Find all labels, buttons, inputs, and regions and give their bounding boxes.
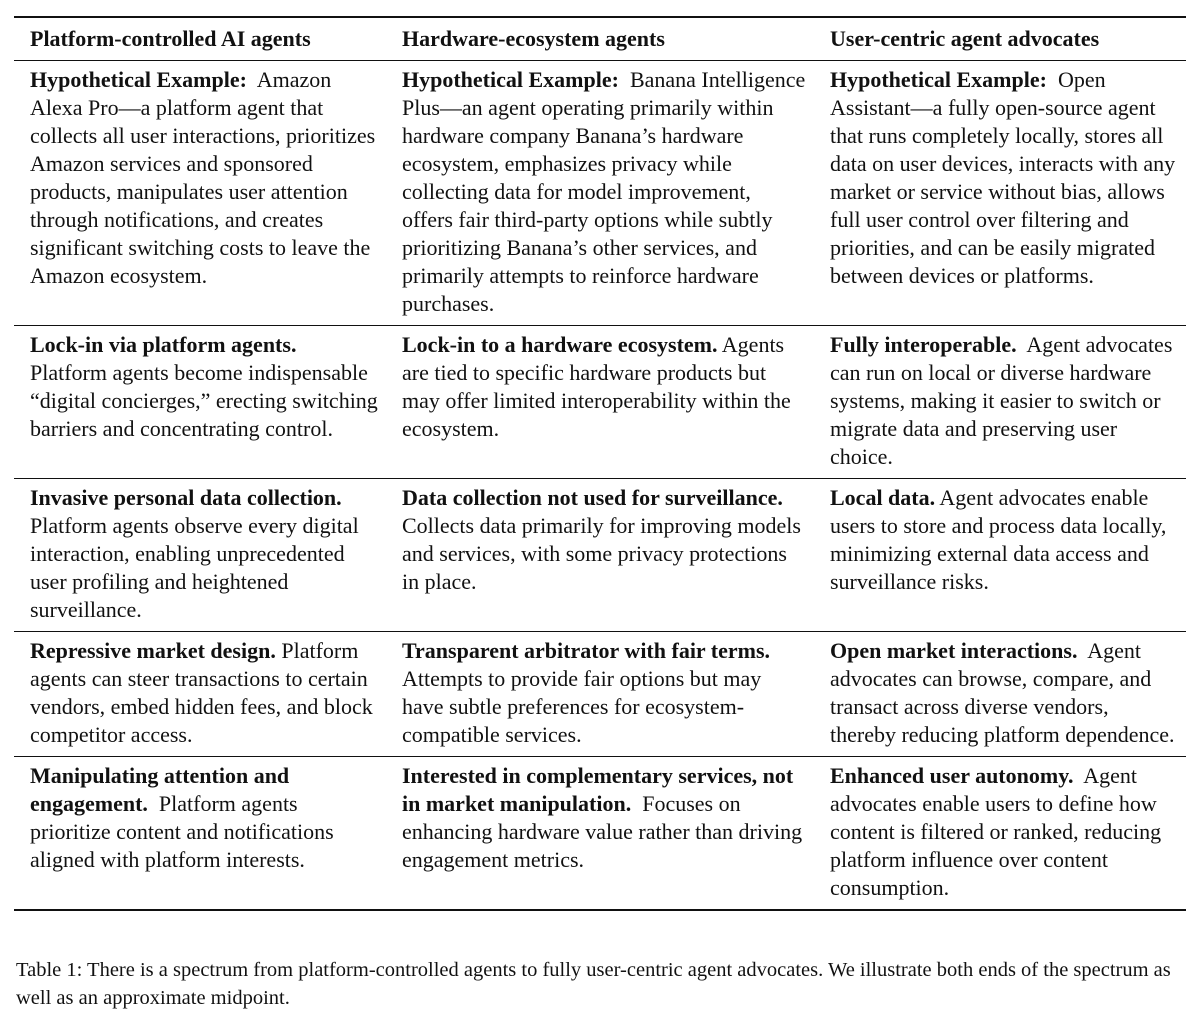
cell-lead: Lock-in via platform agents.	[30, 332, 297, 357]
cell-lead: Enhanced user autonomy.	[830, 763, 1074, 788]
table-cell	[814, 632, 1186, 757]
table-cell	[386, 757, 814, 911]
cell-text: Banana Intelligence Plus—an agent operating primarily within hardware company Banana’s hardware ecosystem, emphasizes privacy while collecting data for model improvement, offers fair third-party options while subtly prioritizing Banana’s other services, and primarily attempts to reinforce hardware purchases.	[402, 67, 806, 316]
cell-lead: Transparent arbitrator with fair terms.	[402, 638, 771, 663]
table-cell	[386, 479, 814, 632]
cell-lead: Open market interactions.	[830, 638, 1078, 663]
cell-text: Agents are tied to specific hardware products but may offer limited interoperability within the ecosystem.	[402, 332, 791, 441]
table-cell	[814, 326, 1186, 479]
header-hardware-ecosystem: Hardware-ecosystem agents	[402, 26, 665, 51]
cell-lead: Hypothetical Example:	[30, 67, 247, 92]
cell-lead: Hypothetical Example:	[830, 67, 1047, 92]
cell-text: Agent advocates enable users to define how content is filtered or ranked, reducing platform influence over content consumption.	[830, 763, 1162, 900]
cell-text: Agent advocates enable users to store and process data locally, minimizing external data access and surveillance risks.	[830, 485, 1167, 594]
cell-text: Open Assistant—a fully open-source agent that runs completely locally, stores all data on user devices, interacts with any market or service without bias, allows full user control over filtering and priorities, and can be easily migrated between devices or platforms.	[830, 67, 1176, 288]
table-row	[14, 632, 1186, 757]
comparison-table-container	[14, 16, 1186, 911]
header-user-centric: User-centric agent advocates	[830, 26, 1100, 51]
table-row	[14, 479, 1186, 632]
table-row	[14, 326, 1186, 479]
table-cell	[14, 61, 386, 326]
table-cell	[14, 479, 386, 632]
table-cell	[386, 326, 814, 479]
cell-lead: Repressive market design.	[30, 638, 276, 663]
cell-lead: Data collection not used for surveillance.	[402, 485, 783, 510]
table-row	[14, 61, 1186, 326]
cell-text: Amazon Alexa Pro—a platform agent that collects all user interactions, prioritizes Amazon services and sponsored products, manipulates user attention through notifications, and creates significant switching costs to leave the Amazon ecosystem.	[30, 67, 376, 288]
table-cell	[14, 632, 386, 757]
cell-text: Platform agents become indispensable “digital concierges,” erecting switching barriers and concentrating control.	[30, 360, 378, 441]
cell-text: Platform agents can steer transactions to certain vendors, embed hidden fees, and block competitor access.	[30, 638, 373, 747]
agent-spectrum-table	[14, 16, 1186, 911]
cell-lead: Manipulating attention and engagement.	[30, 763, 290, 816]
cell-text: Agent advocates can browse, compare, and transact across diverse vendors, thereby reducing platform dependence.	[830, 638, 1175, 747]
cell-text: Platform agents observe every digital interaction, enabling unprecedented user profiling and heightened surveillance.	[30, 513, 359, 622]
table-cell	[814, 479, 1186, 632]
cell-text: Platform agents prioritize content and notifications aligned with platform interests.	[30, 791, 334, 872]
table-header-row	[14, 17, 1186, 61]
cell-text: Agent advocates can run on local or diverse hardware systems, making it easier to switch or migrate data and preserving user choice.	[830, 332, 1173, 469]
table-cell	[814, 757, 1186, 911]
cell-text: Attempts to provide fair options but may have subtle preferences for ecosystem-compatible services.	[402, 666, 762, 747]
cell-lead: Interested in complementary services, not in market manipulation.	[402, 763, 794, 816]
cell-text: Collects data primarily for improving models and services, with some privacy protections in place.	[402, 513, 801, 594]
cell-lead: Fully interoperable.	[830, 332, 1017, 357]
table-cell	[814, 61, 1186, 326]
table-cell	[14, 757, 386, 911]
cell-lead: Lock-in to a hardware ecosystem.	[402, 332, 718, 357]
table-caption: Table 1: There is a spectrum from platform-controlled agents to fully user-centric agent advocates. We illustrate both ends of the spectrum as well as an approximate midpoint.	[16, 959, 1171, 1009]
cell-text: Focuses on enhancing hardware value rather than driving engagement metrics.	[402, 791, 803, 872]
cell-lead: Invasive personal data collection.	[30, 485, 342, 510]
table-cell	[386, 61, 814, 326]
table-row	[14, 757, 1186, 911]
header-platform-controlled: Platform-controlled AI agents	[30, 26, 311, 51]
cell-lead: Hypothetical Example:	[402, 67, 619, 92]
table-cell	[386, 632, 814, 757]
cell-lead: Local data.	[830, 485, 936, 510]
table-cell	[14, 326, 386, 479]
